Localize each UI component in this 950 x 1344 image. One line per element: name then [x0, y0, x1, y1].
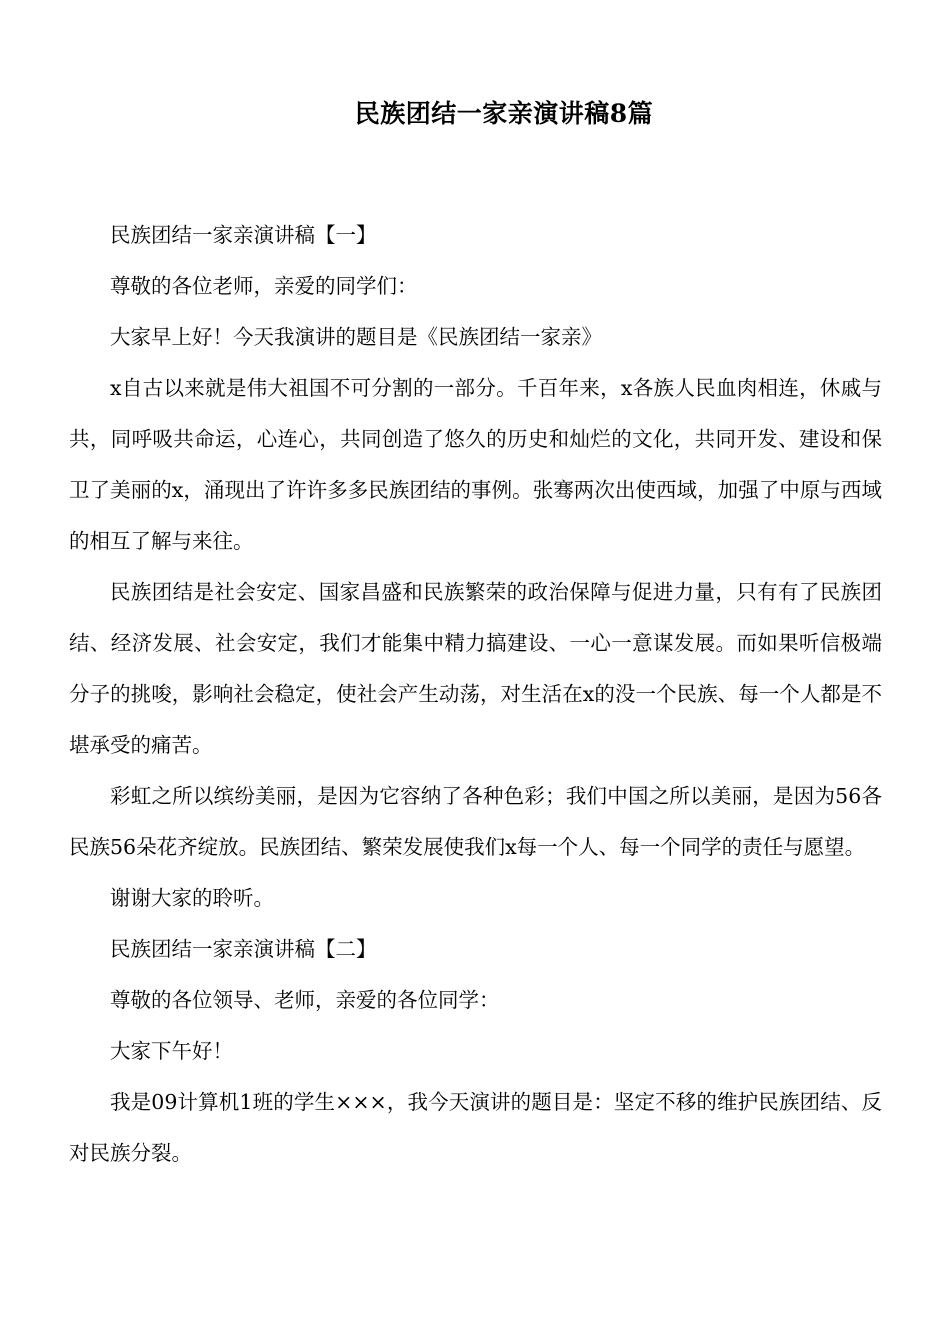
body-paragraph: 我是09计算机1班的学生×××，我今天演讲的题目是：坚定不移的维护民族团结、反对民族分裂。	[69, 1090, 882, 1165]
body-paragraph: x自古以来就是伟大祖国不可分割的一部分。千百年来，x各族人民血肉相连，休戚与共，同呼吸共命运，心连心，共同创造了悠久的历史和灿烂的文化，共同开发、建设和保卫了美丽的x，涌现出了许许多多民族团结的事例。张骞两次出使西域，加强了中原与西域的相互了解与来往。	[69, 376, 882, 553]
body-paragraph: 民族团结是社会安定、国家昌盛和民族繁荣的政治保障与促进力量，只有有了民族团结、经济发展、社会安定，我们才能集中精力搞建设、一心一意谋发展。而如果听信极端分子的挑唆，影响社会稳定，使社会产生动荡，对生活在x的没一个民族、每一个人都是不堪承受的痛苦。	[69, 580, 882, 757]
section-heading-2: 民族团结一家亲演讲稿【二】	[110, 937, 377, 961]
document-title: 民族团结一家亲演讲稿8篇	[354, 99, 654, 128]
body-paragraph: 彩虹之所以缤纷美丽，是因为它容纳了各种色彩；我们中国之所以美丽，是因为56各民族56朵花齐绽放。民族团结、繁荣发展使我们x每一个人、每一个同学的责任与愿望。	[69, 784, 882, 859]
closing-paragraph: 谢谢大家的聆听。	[110, 886, 274, 910]
greeting-paragraph: 大家下午好！	[110, 1039, 233, 1063]
salutation-paragraph: 尊敬的各位老师，亲爱的同学们：	[110, 274, 418, 298]
greeting-paragraph: 大家早上好！今天我演讲的题目是《民族团结一家亲》	[110, 325, 602, 349]
section-heading-1: 民族团结一家亲演讲稿【一】	[110, 223, 377, 247]
salutation-paragraph: 尊敬的各位领导、老师，亲爱的各位同学：	[110, 988, 500, 1012]
document-body	[69, 210, 882, 1179]
